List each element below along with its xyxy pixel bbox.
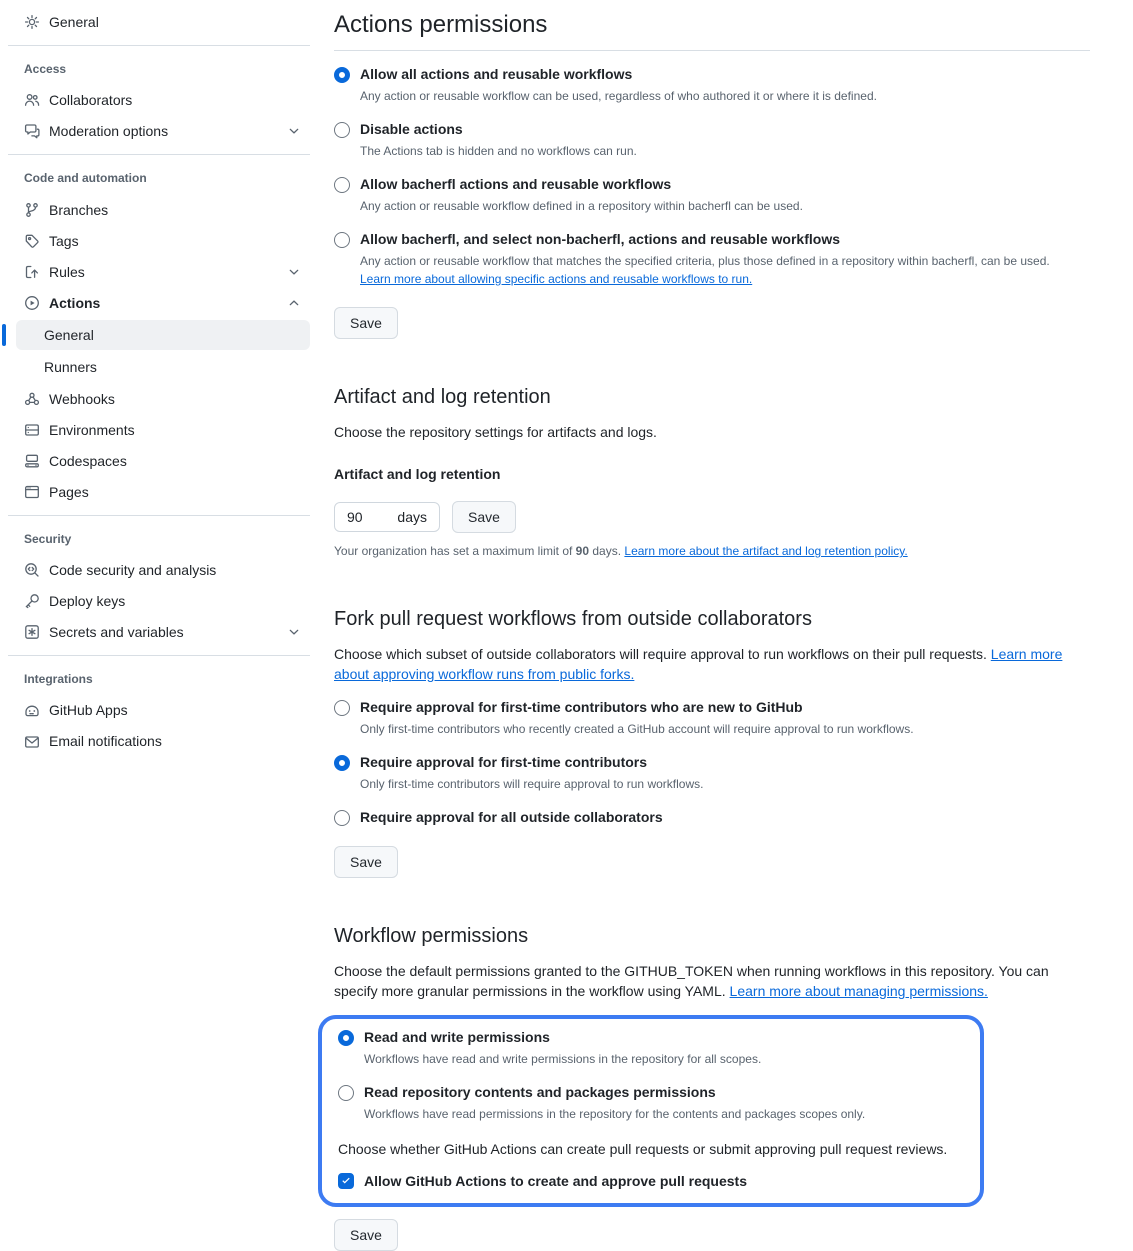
sidebar-divider [8,655,310,656]
note-text: days. [589,544,625,559]
sidebar-item-collaborators[interactable] [16,85,310,115]
radio-button[interactable] [338,1085,354,1101]
radio-option-label[interactable]: Require approval for first-time contributors [360,754,648,771]
sidebar-item-codespaces[interactable] [16,446,310,476]
radio-option-allow-all [334,65,1090,105]
sidebar-divider [8,45,310,46]
sidebar-section-access: Access [24,62,67,76]
people-icon [24,92,40,108]
radio-button[interactable] [334,810,350,826]
description-text: Any action or reusable workflow that matches the specified criteria, plus those defined in a repository within bacherfl, can be used. [360,253,1050,268]
sidebar-section-code-automation: Code and automation [24,171,147,186]
sidebar-item-email-notifications[interactable] [16,727,310,757]
sidebar-item-label: Secrets and variables [49,624,184,641]
radio-option-label[interactable]: Allow bacherfl, and select non-bacherfl, actions and reusable workflows [360,230,840,247]
sidebar-item-label: General [49,13,99,30]
mail-icon [24,734,40,750]
sidebar-item-pages[interactable] [16,477,310,507]
radio-option-all-outside [334,808,1090,827]
sidebar-item-actions-runners[interactable] [16,352,310,382]
radio-option-description: Any action or reusable workflow can be used, regardless of who authored it or where it is defined. [360,88,877,103]
radio-button[interactable] [334,700,350,716]
radio-option-description [360,252,1050,288]
radio-button[interactable] [334,67,350,83]
fork-section-description [334,644,1090,685]
workflow-section-title: Workflow permissions [334,924,529,947]
chevron-up-icon [286,295,302,311]
comment-discussion-icon [24,123,40,139]
webhook-icon [24,391,40,407]
learn-more-specific-actions-link[interactable]: Learn more about allowing specific actions and reusable workflows to run. [360,271,753,286]
sidebar-item-deploy-keys[interactable] [16,586,310,616]
git-branch-icon [24,202,40,218]
radio-option-label[interactable]: Allow all actions and reusable workflows [360,66,633,82]
sidebar-item-label: Code security and analysis [49,562,217,579]
radio-option-description: Workflows have read permissions in the repository for the contents and packages scopes only. [364,1107,866,1122]
sidebar-item-branches[interactable] [16,195,310,225]
sidebar-item-label: Deploy keys [49,593,126,610]
note-text: Your organization has set a maximum limit of [334,544,576,559]
server-icon [24,422,40,438]
sidebar-item-label: Pages [49,483,89,500]
sidebar-item-actions[interactable] [16,288,310,318]
retention-note [334,543,1090,560]
radio-option-label[interactable]: Read repository contents and packages permissions [364,1084,716,1101]
radio-option-allow-select-actions [334,230,1090,288]
sidebar-item-label: Codespaces [49,452,127,469]
sidebar-divider [8,154,310,155]
sidebar-section-integrations: Integrations [24,672,93,687]
checkbox-label[interactable]: Allow GitHub Actions to create and approve pull requests [364,1173,747,1190]
sidebar-item-label: Email notifications [49,733,162,750]
save-button[interactable]: Save [334,307,398,339]
fork-section-title: Fork pull request workflows from outside collaborators [334,607,812,630]
radio-option-read-only [338,1083,964,1123]
sidebar-item-label: Runners [44,358,97,375]
radio-button[interactable] [334,122,350,138]
sidebar-item-webhooks[interactable] [16,384,310,414]
chevron-down-icon [286,123,302,139]
sidebar-item-label: Rules [49,263,85,280]
artifact-section-title: Artifact and log retention [334,385,551,408]
sidebar-item-label: Branches [49,201,109,218]
rules-icon [24,264,40,280]
workflow-section-description [334,961,1090,1002]
radio-option-description: The Actions tab is hidden and no workflows can run. [360,143,637,158]
save-button[interactable]: Save [452,501,516,533]
sidebar-item-github-apps[interactable] [16,696,310,726]
radio-option-label[interactable]: Disable actions [360,120,463,137]
sidebar-item-label: Moderation options [49,123,169,140]
sidebar-item-label: Environments [49,421,135,438]
checkbox[interactable] [338,1173,354,1189]
key-icon [24,593,40,609]
artifact-field-label: Artifact and log retention [334,465,501,482]
sidebar-section-security: Security [24,531,72,546]
sidebar-item-label: Tags [49,232,79,249]
description-text: Choose the default permissions granted to the GITHUB_TOKEN when running workflows in this repository. You can specify more granular permissions in the workflow using YAML. [334,962,1049,1000]
allow-pr-checkbox-row [338,1171,964,1191]
radio-button[interactable] [338,1030,354,1046]
chevron-down-icon [286,264,302,280]
radio-option-description: Only first-time contributors who recently created a GitHub account will require approval to run workflows. [360,722,914,737]
sidebar-item-rules[interactable] [16,257,310,287]
radio-option-label[interactable]: Allow bacherfl actions and reusable workflows [360,175,672,192]
sidebar-item-environments[interactable] [16,415,310,445]
check-icon [340,1175,352,1187]
retention-unit-label: days [397,509,427,525]
tag-icon [24,233,40,249]
play-icon [24,295,40,311]
pull-request-choose-text: Choose whether GitHub Actions can create pull requests or submit approving pull request reviews. [338,1141,948,1158]
retention-policy-link[interactable]: Learn more about the artifact and log retention policy. [624,544,908,559]
radio-option-label[interactable]: Read and write permissions [364,1029,550,1046]
asterisk-box-icon [24,624,40,640]
sidebar-item-label: GitHub Apps [49,702,128,719]
gear-icon [24,14,40,30]
radio-button[interactable] [334,755,350,771]
codespaces-icon [24,453,40,469]
sidebar-item-code-security[interactable] [16,555,310,585]
browser-icon [24,484,40,500]
sidebar-item-tags[interactable] [16,226,310,256]
retention-days-input[interactable] [347,509,381,525]
sidebar-divider [8,515,310,516]
radio-option-description: Only first-time contributors will require approval to run workflows. [360,776,704,791]
radio-option-first-time [334,753,1090,793]
sidebar-item-actions-general[interactable] [16,320,310,350]
description-text: Choose which subset of outside collaborators will require approval to run workflows on their pull requests. [334,645,991,662]
sidebar-item-label: Collaborators [49,92,133,109]
save-button[interactable]: Save [334,1219,398,1251]
highlight-annotation-box [318,1015,984,1206]
settings-sidebar [0,0,318,1251]
retention-days-field [334,502,440,532]
radio-button[interactable] [334,232,350,248]
radio-option-label[interactable]: Require approval for all outside collaborators [360,808,663,825]
radio-option-description: Workflows have read and write permissions in the repository for all scopes. [364,1052,762,1067]
save-button[interactable]: Save [334,846,398,878]
radio-option-description: Any action or reusable workflow defined in a repository within bacherfl can be used. [360,198,803,213]
fork-approval-group [334,698,1090,878]
radio-option-allow-org-actions [334,175,1090,215]
managing-permissions-link[interactable]: Learn more about managing permissions. [729,983,988,1000]
sidebar-item-moderation-options[interactable] [16,116,310,146]
radio-option-label[interactable]: Require approval for first-time contributors who are new to GitHub [360,699,803,716]
active-indicator-bar [2,324,6,346]
radio-option-first-time-new [334,698,1090,738]
page-title: Actions permissions [334,10,1090,51]
actions-permissions-group [334,65,1090,339]
hubot-icon [24,703,40,719]
sidebar-item-secrets-variables[interactable] [16,617,310,647]
radio-option-disable-actions [334,120,1090,160]
artifact-section-description: Choose the repository settings for artifacts and logs. [334,423,657,440]
radio-button[interactable] [334,177,350,193]
approving-workflow-runs-link[interactable]: Learn more about approving workflow runs from public forks. [334,645,1063,682]
note-max-days: 90 [575,544,590,559]
chevron-down-icon [286,624,302,640]
sidebar-item-label: Actions [49,294,101,311]
sidebar-item-label: Webhooks [49,390,115,407]
settings-main [318,10,1090,1251]
codescan-icon [24,562,40,578]
sidebar-item-general-top[interactable] [16,7,310,37]
sidebar-item-label: General [44,326,94,343]
radio-option-read-write [338,1028,964,1068]
